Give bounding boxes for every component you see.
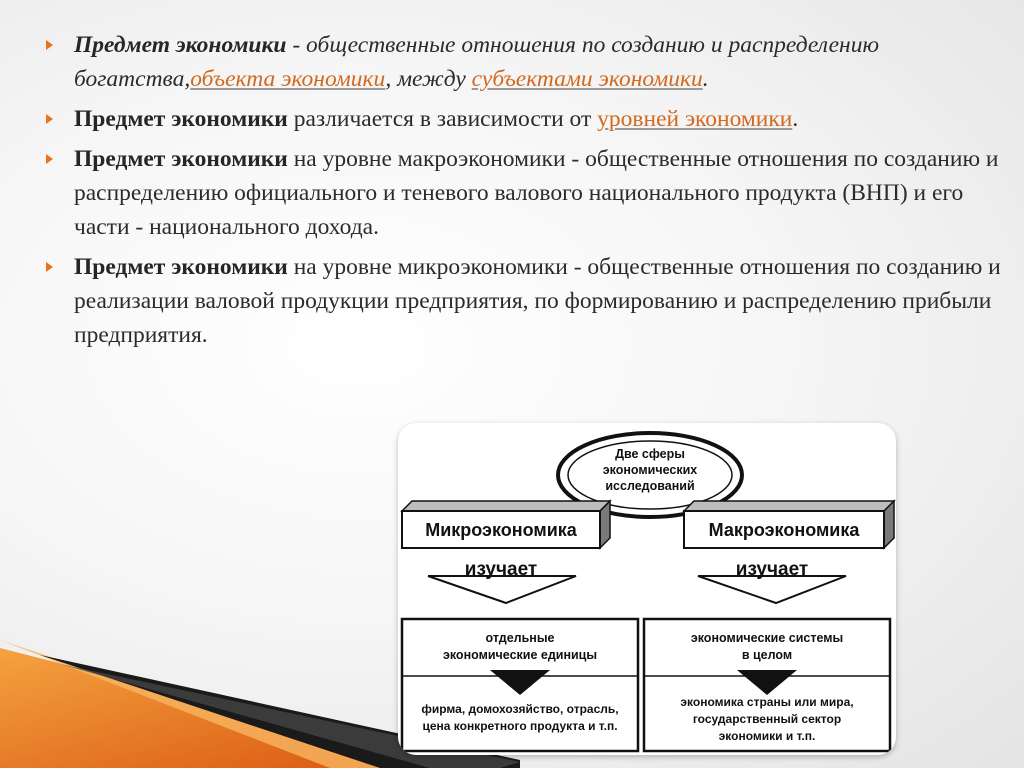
macro-studies-arrow: [698, 576, 846, 603]
bullet-text: - общественные отношения по созданию и распределению богатства,: [74, 32, 880, 92]
bullet-term: Предмет экономики: [74, 32, 287, 58]
bullet-term: Предмет экономики: [74, 254, 288, 280]
macro-panel-top-line-2: в целом: [741, 648, 793, 662]
macro-panel-bottom-line-3: экономики и т.п.: [718, 729, 816, 743]
bullet-text: на уровне микроэкономики - общественные отношения по созданию и реализации валовой продукции предприятия, по формированию и распределению прибыли предприятия.: [74, 254, 1001, 348]
bullet-text: , между: [385, 66, 472, 92]
link-economy-object[interactable]: объекта экономики: [190, 66, 386, 92]
bullet-item-1: [44, 28, 1004, 96]
bullet-text: .: [702, 66, 709, 92]
oval-text-line-1: Две сферы: [615, 447, 685, 461]
micro-studies-label: изучает: [464, 559, 538, 580]
bullet-item-3: [44, 142, 1004, 244]
micro-panel-top-line-1: отдельные: [485, 631, 555, 645]
bullet-text: различается в зависимости от: [287, 106, 598, 132]
micro-panel-bottom-line-2: цена конкретного продукта и т.п.: [422, 719, 618, 733]
micro-title: Микроэкономика: [425, 520, 577, 540]
bullet-term: Предмет экономики: [74, 146, 288, 172]
macro-panel-top-line-1: экономические системы: [690, 631, 844, 645]
bullet-arrow-icon: [46, 262, 53, 272]
bullet-arrow-icon: [46, 154, 53, 164]
link-economy-subjects[interactable]: субъектами экономики: [471, 66, 703, 92]
bullet-arrow-icon: [46, 114, 53, 124]
bullet-arrow-icon: [46, 40, 53, 50]
bullet-text: .: [792, 106, 799, 132]
bullet-item-4: [44, 250, 1004, 352]
micro-box-top-face: [402, 501, 610, 511]
link-economy-levels[interactable]: уровней экономики: [597, 106, 793, 132]
bullet-text: на уровне макроэкономики - общественные отношения по созданию и распределению официального и теневого валового национального продукта (ВНП) и его части - национального дохода.: [74, 146, 999, 240]
oval-text-line-3: исследований: [605, 479, 695, 493]
bullet-term: Предмет экономики: [74, 106, 288, 132]
bullet-item-2: [44, 102, 1004, 136]
oval-text-line-2: экономических: [602, 463, 698, 477]
macro-studies-label: изучает: [735, 559, 809, 580]
macro-panel-bottom-line-2: государственный сектор: [692, 712, 842, 726]
economic-spheres-diagram: [398, 423, 896, 755]
micro-panel-bottom-line-1: фирма, домохозяйство, отрасль,: [421, 702, 619, 716]
bullet-list: [44, 28, 1004, 358]
macro-box-top-face: [684, 501, 894, 511]
macro-panel-bottom-line-1: экономика страны или мира,: [680, 695, 854, 709]
macro-title: Макроэкономика: [708, 520, 860, 540]
micro-studies-arrow: [428, 576, 576, 603]
micro-panel-top-line-2: экономические единицы: [442, 648, 598, 662]
